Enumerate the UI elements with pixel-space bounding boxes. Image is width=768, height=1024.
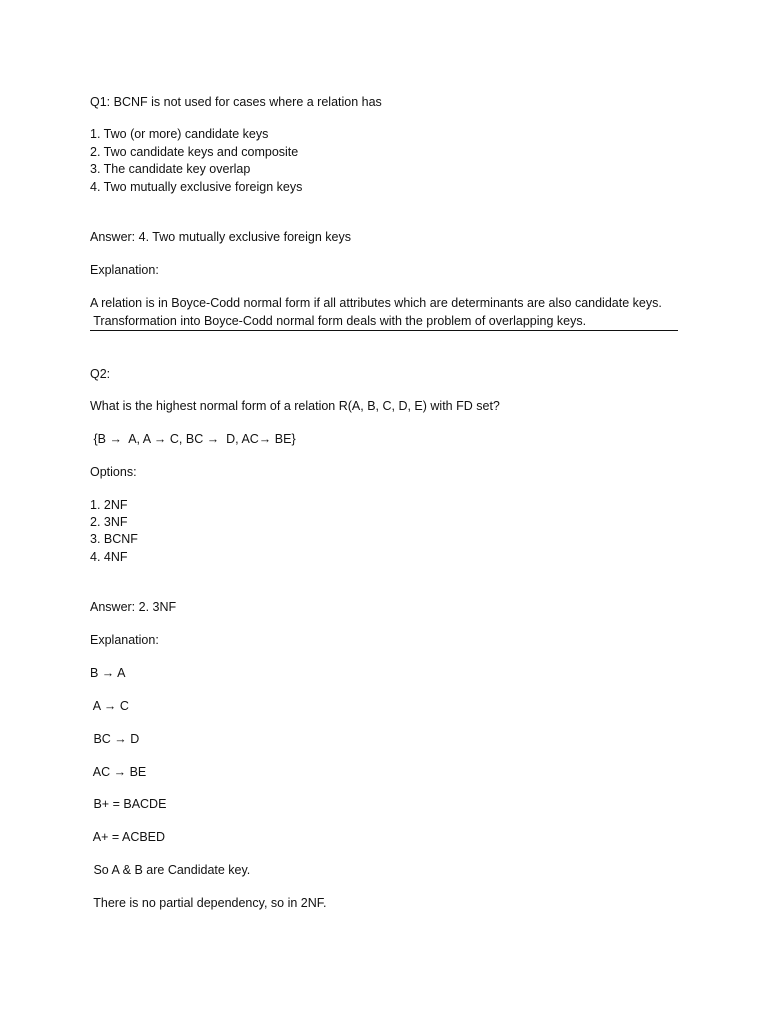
q1-explanation-line-1: A relation is in Boyce-Codd normal form if all attributes which are determinants are also candidate keys. (90, 296, 662, 310)
q1-option-2: 2. Two candidate keys and composite (90, 145, 299, 159)
section-divider (90, 330, 678, 331)
q2-step-5: B+ = BACDE (90, 797, 167, 811)
q1-explanation-label: Explanation: (90, 263, 159, 277)
q1-question: Q1: BCNF is not used for cases where a relation has (90, 95, 382, 109)
q2-answer: Answer: 2. 3NF (90, 600, 177, 614)
q2-question: What is the highest normal form of a relation R(A, B, C, D, E) with FD set? (90, 399, 500, 413)
q1-explanation-line-2: Transformation into Boyce-Codd normal form deals with the problem of overlapping keys. (90, 314, 587, 328)
q2-option-1: 1. 2NF (90, 498, 128, 512)
q2-step-4: AC → BE (90, 765, 147, 779)
q2-step-3: BC → D (90, 732, 140, 746)
q2-step-1: B → A (90, 666, 126, 680)
q2-step-6: A+ = ACBED (90, 830, 166, 844)
q2-label: Q2: (90, 367, 111, 381)
q1-option-4: 4. Two mutually exclusive foreign keys (90, 180, 303, 194)
q2-option-2: 2. 3NF (90, 515, 128, 529)
q2-step-8: There is no partial dependency, so in 2NF. (90, 896, 327, 910)
q2-explanation-label: Explanation: (90, 633, 159, 647)
q1-option-3: 3. The candidate key overlap (90, 162, 251, 176)
q1-option-1: 1. Two (or more) candidate keys (90, 127, 269, 141)
q2-option-4: 4. 4NF (90, 550, 128, 564)
q2-options-label: Options: (90, 465, 137, 479)
q2-option-3: 3. BCNF (90, 532, 138, 546)
q2-fd-set: {B → A, A → C, BC → D, AC→ BE} (90, 432, 296, 446)
q2-step-2: A → C (90, 699, 129, 713)
q2-step-7: So A & B are Candidate key. (90, 863, 251, 877)
q1-answer: Answer: 4. Two mutually exclusive foreign keys (90, 230, 351, 244)
